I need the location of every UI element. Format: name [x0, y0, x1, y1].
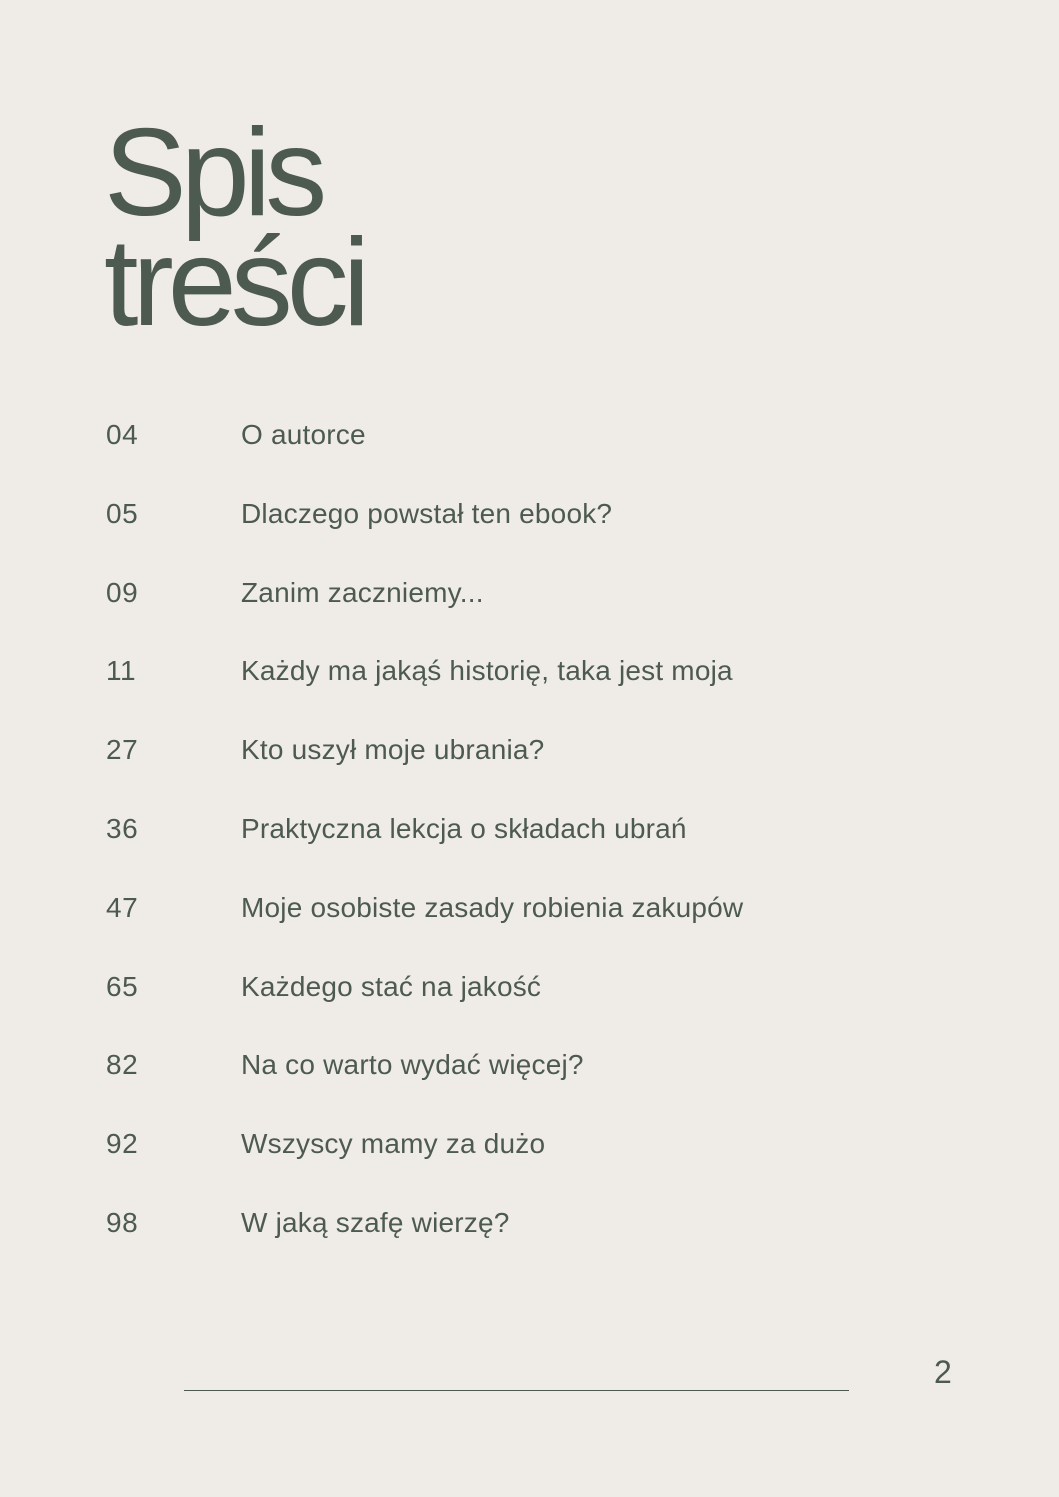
toc-page-number: 98 — [106, 1206, 139, 1238]
toc-chapter-title: Zanim zaczniemy... — [241, 576, 484, 608]
toc-chapter-title: Kto uszył moje ubrania? — [241, 734, 545, 766]
toc-entry[interactable] — [106, 962, 926, 1041]
toc-entry[interactable] — [106, 568, 926, 647]
toc-entry[interactable] — [106, 1198, 926, 1277]
toc-chapter-title: Na co warto wydać więcej? — [241, 1049, 584, 1081]
toc-page-number: 11 — [106, 655, 137, 687]
toc-page-number: 27 — [106, 734, 139, 766]
toc-entry[interactable] — [106, 489, 926, 568]
toc-chapter-title: Praktyczna lekcja o składach ubrań — [241, 812, 687, 844]
toc-page-number: 09 — [106, 576, 139, 608]
toc-chapter-title: Każdy ma jakąś historię, taka jest moja — [241, 655, 733, 687]
toc-page-number: 82 — [106, 1049, 139, 1081]
toc-page-number: 36 — [106, 812, 139, 844]
toc-entry[interactable] — [106, 410, 926, 489]
toc-chapter-title: W jaką szafę wierzę? — [241, 1206, 510, 1238]
toc-entry[interactable] — [106, 725, 926, 804]
toc-page-number: 04 — [106, 419, 139, 450]
toc-page-number: 92 — [106, 1128, 139, 1160]
toc-chapter-title: Wszyscy mamy za dużo — [241, 1128, 546, 1160]
page-number: 2 — [934, 1354, 952, 1390]
toc-page-number: 05 — [106, 497, 139, 529]
toc-entry[interactable] — [106, 646, 926, 725]
table-of-contents — [106, 410, 926, 1277]
toc-entry[interactable] — [106, 1119, 926, 1198]
toc-chapter-title: Dlaczego powstał ten ebook? — [241, 497, 613, 529]
toc-page-number: 47 — [106, 891, 139, 923]
toc-page-number: 65 — [106, 970, 139, 1002]
footer-divider — [184, 1390, 849, 1391]
toc-entry[interactable] — [106, 804, 926, 883]
page-title-line-1: Spis — [104, 104, 322, 242]
toc-chapter-title: Moje osobiste zasady robienia zakupów — [241, 891, 744, 923]
page-title — [104, 104, 365, 352]
page-title-line-2: treści — [104, 214, 365, 352]
toc-entry[interactable] — [106, 1040, 926, 1119]
toc-chapter-title: O autorce — [241, 419, 366, 450]
toc-chapter-title: Każdego stać na jakość — [241, 970, 542, 1002]
toc-entry[interactable] — [106, 883, 926, 962]
